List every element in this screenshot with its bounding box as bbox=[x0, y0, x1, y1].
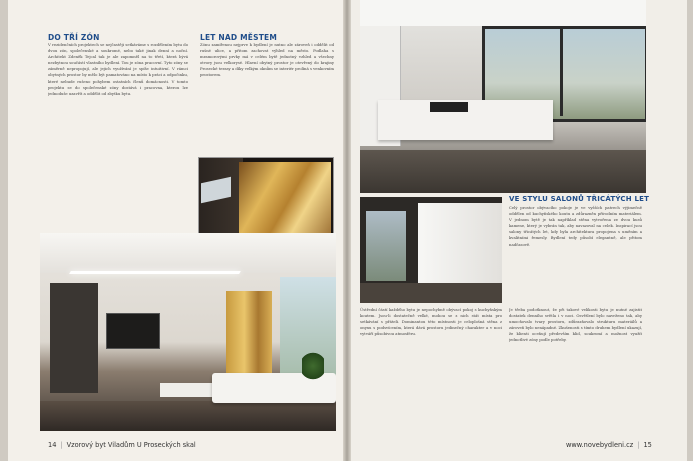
heading-let-nad-mestem: LET NAD MĚSTEM bbox=[200, 33, 278, 42]
footer-left: 14 | Vzorový byt Viladům U Proseckých skal bbox=[48, 441, 196, 449]
body-ve-stylu-salonu: Celý prostor obývacího pokoje je ve vyšších patrech výjimečně oddělen od kuchyňského koutu a zdůrazněn přírodním materiálem. V jednom bytě je tak například stěna vytvořena ze dvou kusů kamene, který je vybrán tak, aby navazoval na celek. Inspirací jsou salony třicátých let, kdy byla architektura propojena s uměním a kvalitními řemesly. Bydlení tedy působí elegantně, ale přitom nadčasově. bbox=[509, 205, 642, 247]
heading-do-tri-zon: DO TŘÍ ZÓN bbox=[48, 33, 100, 42]
heading-ve-stylu-salonu: VE STYLU SALONŮ TŘICÁTÝCH LET bbox=[509, 195, 650, 203]
hallway-photo bbox=[360, 197, 502, 303]
page-number-right: 15 bbox=[643, 441, 652, 449]
spine-gutter bbox=[343, 0, 351, 461]
footer-left-title: Vzorový byt Viladům U Proseckých skal bbox=[66, 441, 196, 449]
body-bottom-center: Ústřední částí každého bytu je nepochybně obývací pokoj s kuchyňským koutem. Jsou-li dostatečně velké, mohou se z nich stát místa pro setkávání s přáteli. Dominantou této místnosti je celoplošná stěna z onyxu s podsvícením, která dává prostoru jedinečný charakter a v noci vytváří působivou atmosféru. bbox=[360, 307, 502, 337]
body-do-tri-zon: V rezidenčních projektech se nejčastěji setkáváme s rozdělením bytu do dvou zón, společenské a soukromé, nebo také jinak denní a noční. Architekt Zdeněk Tejcal tak je ale zapomněl na to třetí, která bývá nezbytnou součástí vlastního bydlení. Tou je zóna pracovní. Tyto zóny se záměrně nepropojují, ale jejich využívání je spíše intuitivní. V rámci obytných prostor by mělo být pamatováno na místo k práci a odpočinku, které nebude rušeno pohybem ostatních členů domácnosti. V tomto projektu se do společenské zóny dostává i pracovna, kterou lze jednoduše uzavřít a oddělit od zbytku bytu. bbox=[48, 42, 188, 96]
body-bottom-right: Je třeba podotknout, že při takové velikosti bytu je nutné zajistit dostatek denního světla i v noci. Osvětlení bylo navrženo tak, aby umocňovalo tvary prostoru, zdůrazňovalo strukturu materiálů a zároveň bylo nenápadné. Zkušenosti s tímto druhem bydlení ukazují, že klienti oceňují především klid, soukromí a možnost využít jednotlivé zóny podle potřeby. bbox=[509, 307, 642, 343]
living-room-photo bbox=[40, 233, 336, 431]
body-let-nad-mestem: Zónu zamířenou nejprve k bydlení je nutno ale zároveň i oddělit od rušné ulice, a přitom zachovat výhled na město. Podlaha s mramorovými prvky má v celém bytě jednotný vzhled a všechny otvory jsou velkorysé. Hlavní obytný prostor je otevřený do krajiny Prosecké terasy a díky velkým oknům se interiér prolíná s venkovním prostorem. bbox=[200, 42, 334, 78]
kitchen-photo bbox=[360, 0, 646, 193]
footer-right: www.novebydleni.cz | 15 bbox=[566, 441, 652, 449]
footer-url[interactable]: www.novebydleni.cz bbox=[566, 441, 634, 449]
page-number-left: 14 bbox=[48, 441, 57, 449]
